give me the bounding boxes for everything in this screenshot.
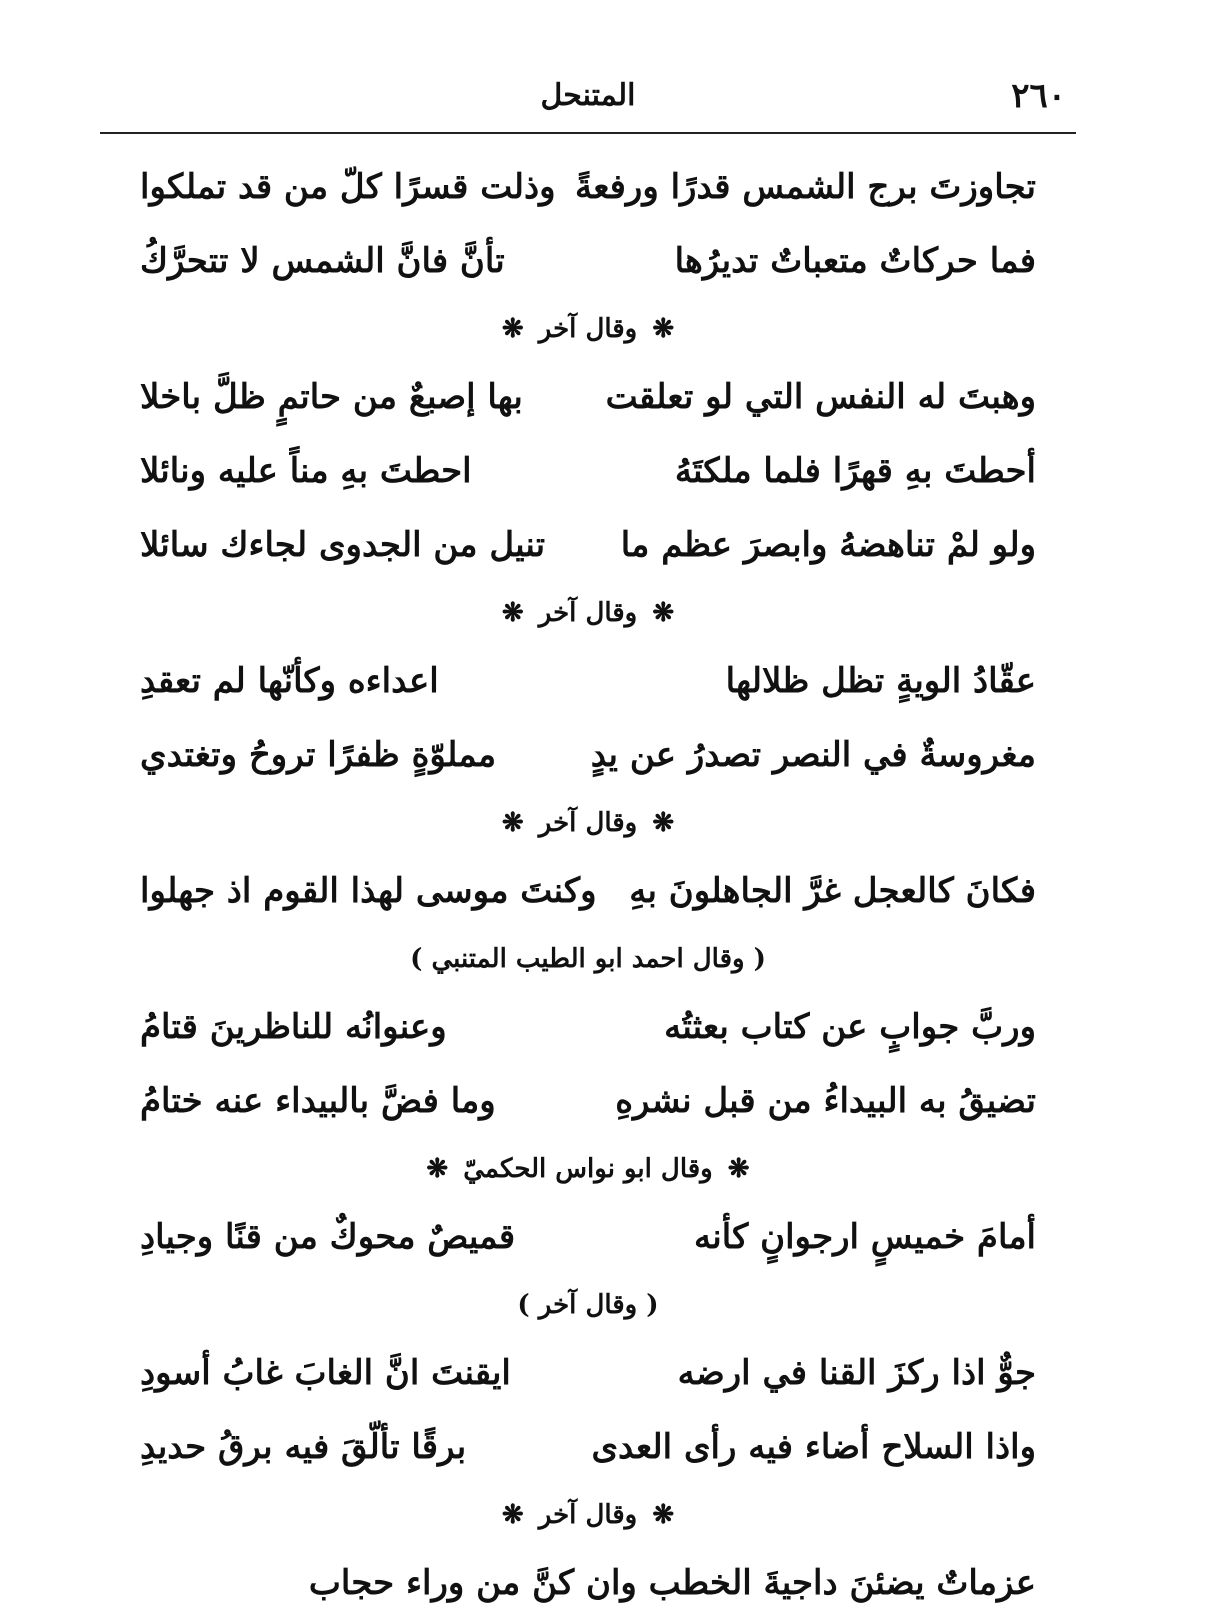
verse-second-hemistich: وكنتَ موسى لهذا القوم اذ جهلوا	[140, 871, 597, 911]
verse-second-hemistich: وما فضَّ بالبيداء عنه ختامُ	[140, 1081, 496, 1121]
verse-second-hemistich: تأنَّ فانَّ الشمس لا تتحرَّكُ	[140, 241, 505, 281]
verse-first-hemistich: أحطتَ بهِ قهرًا فلما ملكتَهُ	[674, 451, 1036, 491]
verse-second-hemistich: احطتَ بهِ مناً عليه ونائلا	[140, 451, 472, 491]
section-heading-text: وقال آخر	[538, 1500, 638, 1530]
section-heading-text: وقال ابو نواس الحكميّ	[463, 1154, 713, 1184]
verse-line	[100, 644, 1076, 718]
page-header	[100, 72, 1076, 134]
poem-body	[100, 150, 1076, 1620]
section-heading	[100, 298, 1076, 360]
verse-line	[100, 990, 1076, 1064]
verse-line	[100, 1546, 1076, 1620]
verse-second-hemistich: اعداءه وكأنّها لم تعقدِ	[140, 661, 439, 701]
verse-first-hemistich: مغروسةٌ في النصر تصدرُ عن يدٍ	[590, 735, 1036, 775]
verse-first-hemistich: وربَّ جوابٍ عن كتاب بعثتُه	[664, 1007, 1036, 1047]
verse-first-hemistich: ولو لمْ تناهضهُ وابصرَ عظم ما	[620, 525, 1036, 565]
ornament-icon: ❋	[501, 598, 524, 628]
verse-first-hemistich: فكانَ كالعجل غرَّ الجاهلونَ بهِ	[629, 871, 1036, 911]
section-heading-text: وقال آخر	[538, 598, 638, 628]
ornament-icon: ❋	[652, 598, 675, 628]
verse-second-hemistich: وذلت قسرًا كلّ من قد تملكوا	[140, 167, 556, 207]
section-heading	[100, 928, 1076, 990]
section-heading	[100, 1274, 1076, 1336]
verse-line	[100, 854, 1076, 928]
verse-first-hemistich: جوٌّ اذا ركزَ القنا في ارضه	[677, 1353, 1036, 1393]
verse-line	[100, 718, 1076, 792]
verse-line	[100, 224, 1076, 298]
ornament-icon: ❋	[501, 1500, 524, 1530]
verse-line	[100, 1064, 1076, 1138]
verse-line	[100, 150, 1076, 224]
verse-second-hemistich: برقًا تألّقَ فيه برقُ حديدِ	[140, 1427, 467, 1467]
ornament-icon: ❋	[426, 1154, 449, 1184]
verse-second-hemistich: تنيل من الجدوى لجاءك سائلا	[140, 525, 546, 565]
running-title: المتنحل	[540, 78, 636, 113]
section-heading	[100, 582, 1076, 644]
verse-second-hemistich: وعنوانُه للناظرينَ قتامُ	[140, 1007, 447, 1047]
verse-first-hemistich: عزماتٌ يضئنَ داجيةَ الخطب وان كنَّ من وراء حجاب	[308, 1563, 1036, 1603]
verse-line	[100, 360, 1076, 434]
verse-first-hemistich: واذا السلاح أضاء فيه رأى العدى	[591, 1427, 1036, 1467]
verse-line	[100, 434, 1076, 508]
section-heading-text: ( وقال احمد ابو الطيب المتنبي )	[410, 944, 766, 974]
ornament-icon: ❋	[652, 314, 675, 344]
verse-line	[100, 1410, 1076, 1484]
section-heading	[100, 792, 1076, 854]
verse-first-hemistich: أمامَ خميسٍ ارجوانٍ كأنه	[694, 1217, 1036, 1257]
verse-second-hemistich: مملوّةٍ ظفرًا تروحُ وتغتدي	[140, 735, 497, 775]
verse-line	[100, 1336, 1076, 1410]
verse-first-hemistich: تضيقُ به البيداءُ من قبل نشرهِ	[615, 1081, 1036, 1121]
section-heading	[100, 1138, 1076, 1200]
verse-first-hemistich: تجاوزتَ برج الشمس قدرًا ورفعةً	[575, 167, 1036, 207]
section-heading	[100, 1484, 1076, 1546]
verse-first-hemistich: فما حركاتٌ متعباتٌ تديرُها	[674, 241, 1036, 281]
verse-second-hemistich: ايقنتَ انَّ الغابَ غابُ أسودِ	[140, 1353, 511, 1393]
page-number: ٢٦٠	[1011, 76, 1066, 116]
section-heading-text: وقال آخر	[538, 808, 638, 838]
verse-first-hemistich: عقّادُ الويةٍ تظل ظلالها	[725, 661, 1036, 701]
ornament-icon: ❋	[501, 808, 524, 838]
verse-second-hemistich: بها إصبعٌ من حاتمٍ ظلَّ باخلا	[140, 377, 523, 417]
verse-line	[100, 1200, 1076, 1274]
ornament-icon: ❋	[727, 1154, 750, 1184]
verse-second-hemistich: قميصٌ محوكٌ من قنًا وجيادِ	[140, 1217, 516, 1257]
verse-first-hemistich: وهبتَ له النفس التي لو تعلقت	[605, 377, 1036, 417]
verse-line	[100, 508, 1076, 582]
section-heading-text: وقال آخر	[538, 314, 638, 344]
ornament-icon: ❋	[501, 314, 524, 344]
ornament-icon: ❋	[652, 1500, 675, 1530]
ornament-icon: ❋	[652, 808, 675, 838]
section-heading-text: ( وقال آخر )	[517, 1290, 659, 1320]
